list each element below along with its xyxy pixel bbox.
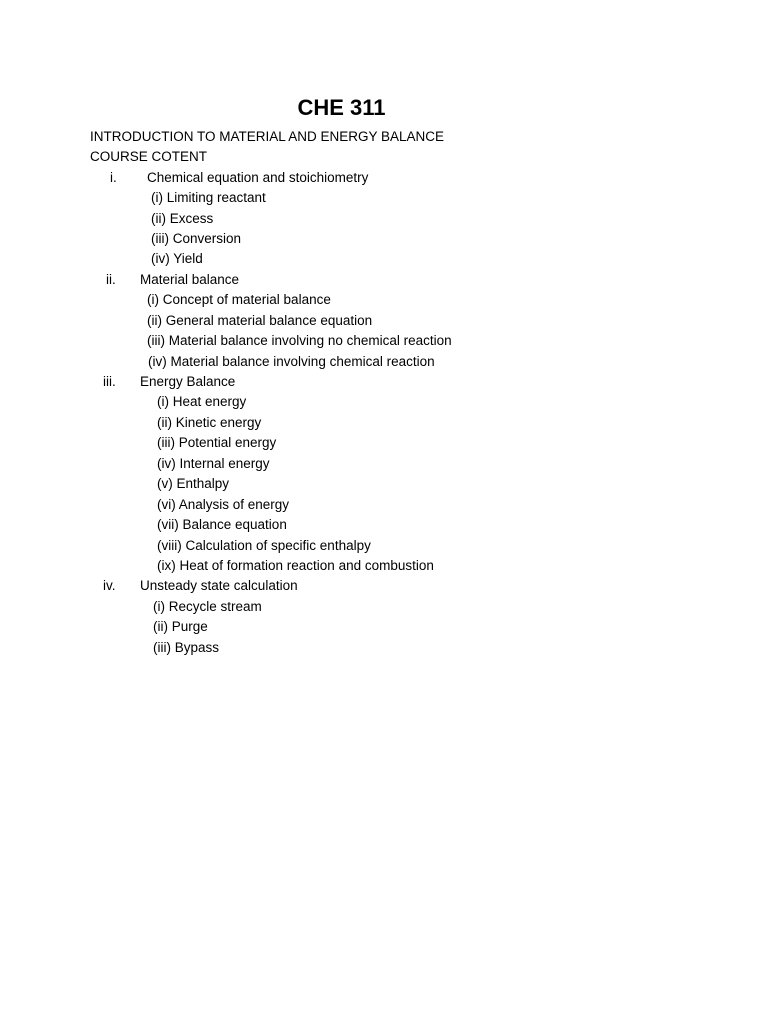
section-3-numeral: iii. — [103, 374, 116, 389]
section-4-numeral: iv. — [103, 578, 116, 593]
section-3-item: (i) Heat energy — [157, 394, 247, 409]
section-4-title: Unsteady state calculation — [140, 578, 298, 593]
section-2-item: (iv) Material balance involving chemical reaction — [148, 354, 435, 369]
section-3-item: (ix) Heat of formation reaction and combustion — [157, 558, 434, 573]
section-1-item: (iv) Yield — [151, 251, 203, 266]
section-4-item: (i) Recycle stream — [153, 599, 262, 614]
section-2-title: Material balance — [140, 272, 240, 287]
section-3-title: Energy Balance — [140, 374, 236, 389]
section-3-item: (vii) Balance equation — [157, 517, 287, 532]
section-1-item: (iii) Conversion — [151, 231, 242, 246]
course-heading: INTRODUCTION TO MATERIAL AND ENERGY BALANCE — [90, 129, 445, 144]
section-1-numeral: i. — [110, 170, 117, 185]
section-2-numeral: ii. — [106, 272, 116, 287]
section-4-item: (ii) Purge — [153, 619, 208, 634]
section-3-item: (vi) Analysis of energy — [157, 497, 290, 512]
section-3-item: (iv) Internal energy — [157, 456, 270, 471]
section-3-item: (iii) Potential energy — [157, 435, 277, 450]
section-2-item: (ii) General material balance equation — [147, 313, 373, 328]
section-1-item: (i) Limiting reactant — [151, 190, 266, 205]
section-3-item: (v) Enthalpy — [157, 476, 230, 491]
section-3-item: (ii) Kinetic energy — [157, 415, 262, 430]
section-3-item: (viii) Calculation of specific enthalpy — [157, 538, 371, 553]
section-1-item: (ii) Excess — [151, 211, 214, 226]
section-4-item: (iii) Bypass — [153, 640, 220, 655]
section-2-item: (iii) Material balance involving no chemical reaction — [147, 333, 452, 348]
course-subheading: COURSE COTENT — [90, 149, 208, 164]
document-title: CHE 311 — [297, 95, 386, 120]
section-2-item: (i) Concept of material balance — [147, 292, 331, 307]
section-1-title: Chemical equation and stoichiometry — [147, 170, 369, 185]
